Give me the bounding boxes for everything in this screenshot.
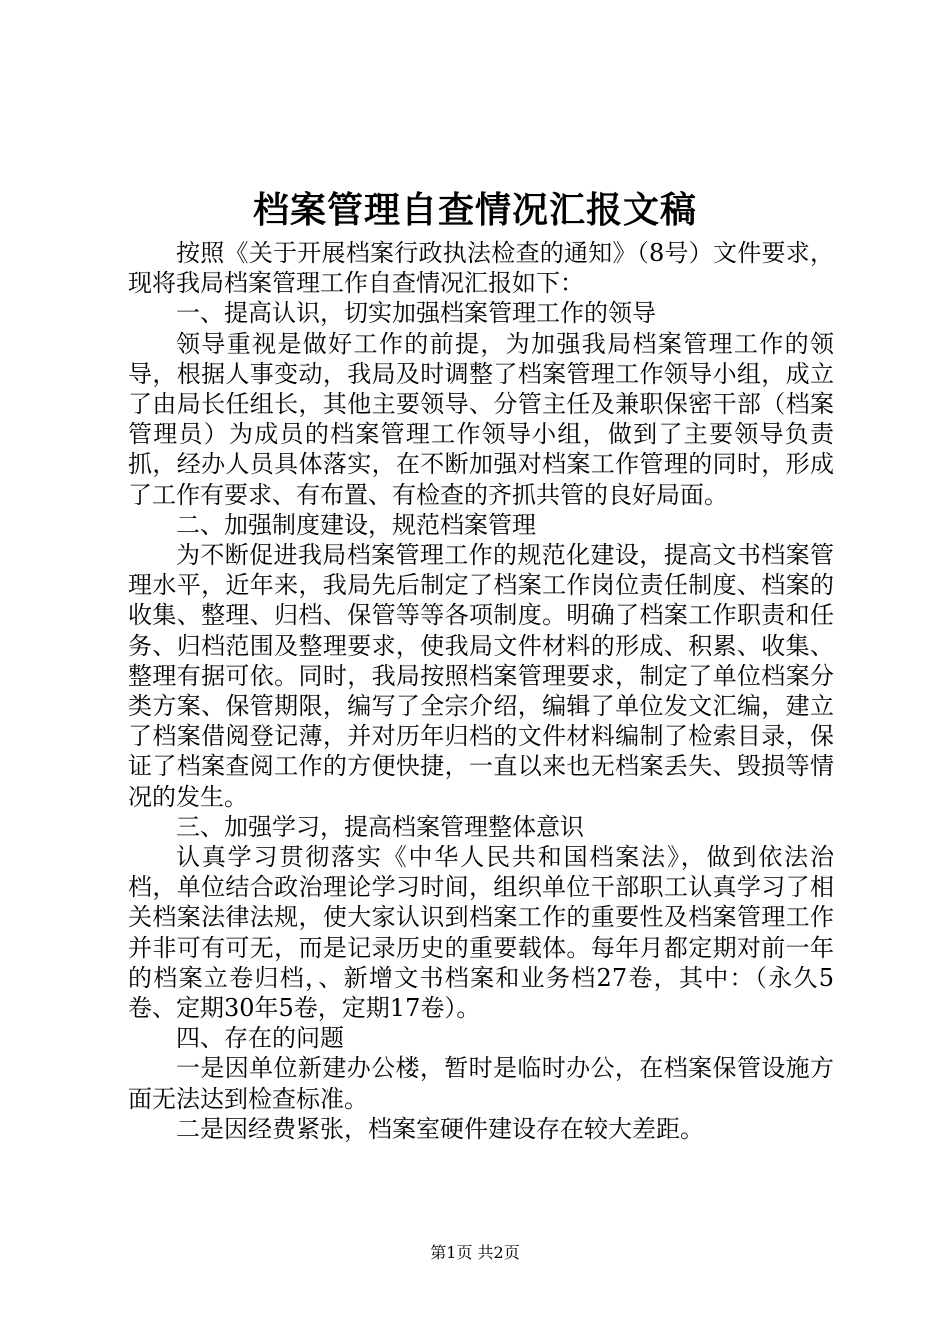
intro-paragraph: 按照《关于开展档案行政执法检查的通知》（8号）文件要求，现将我局档案管理工作自查情况汇报如下： — [128, 239, 834, 298]
section-heading-1: 一、提高认识，切实加强档案管理工作的领导 — [176, 299, 656, 328]
document-title: 档案管理自查情况汇报文稿 — [252, 189, 697, 231]
section-paragraph-3: 认真学习贯彻落实《中华人民共和国档案法》，做到依法治档，单位结合政治理论学习时间，组织单位干部职工认真学习了相关档案法律法规，使大家认识到档案工作的重要性及档案管理工作并非可有可无，而是记录历史的重要载体。每年月都定期对前一年的档案立卷归档，、新增文书档案和业务档27卷，其中：（永久5卷、定期30年5卷，定期17卷）。 — [128, 843, 834, 1023]
section-paragraph-2: 为不断促进我局档案管理工作的规范化建设，提高文书档案管理水平，近年来，我局先后制定了档案工作岗位责任制度、档案的收集、整理、归档、保管等等各项制度。明确了档案工作职责和任务、归档范围及整理要求，使我局文件材料的形成、积累、收集、整理有据可依。同时，我局按照档案管理要求，制定了单位档案分类方案、保管期限，编写了全宗介绍，编辑了单位发文汇编，建立了档案借阅登记薄，并对历年归档的文件材料编制了检索目录，保证了档案查阅工作的方便快捷，一直以来也无档案丢失、毁损等情况的发生。 — [128, 541, 834, 811]
section-heading-3: 三、加强学习，提高档案管理整体意识 — [176, 812, 584, 841]
issue-paragraph-2: 二是因经费紧张，档案室硬件建设存在较大差距。 — [176, 1114, 704, 1143]
section-heading-2: 二、加强制度建设，规范档案管理 — [176, 510, 536, 539]
section-heading-4: 四、存在的问题 — [176, 1024, 344, 1053]
document-body — [128, 238, 834, 1144]
page-footer: 第1页 共2页 — [430, 1243, 520, 1262]
issue-paragraph-1: 一是因单位新建办公楼，暂时是临时办公，在档案保管设施方面无法达到检查标准。 — [128, 1054, 834, 1113]
section-paragraph-1: 领导重视是做好工作的前提，为加强我局档案管理工作的领导，根据人事变动，我局及时调整了档案管理工作领导小组，成立了由局长任组长，其他主要领导、分管主任及兼职保密干部（档案管理员）为成员的档案管理工作领导小组，做到了主要领导负责抓，经办人员具体落实，在不断加强对档案工作管理的同时，形成了工作有要求、有布置、有检查的齐抓共管的良好局面。 — [128, 329, 834, 509]
